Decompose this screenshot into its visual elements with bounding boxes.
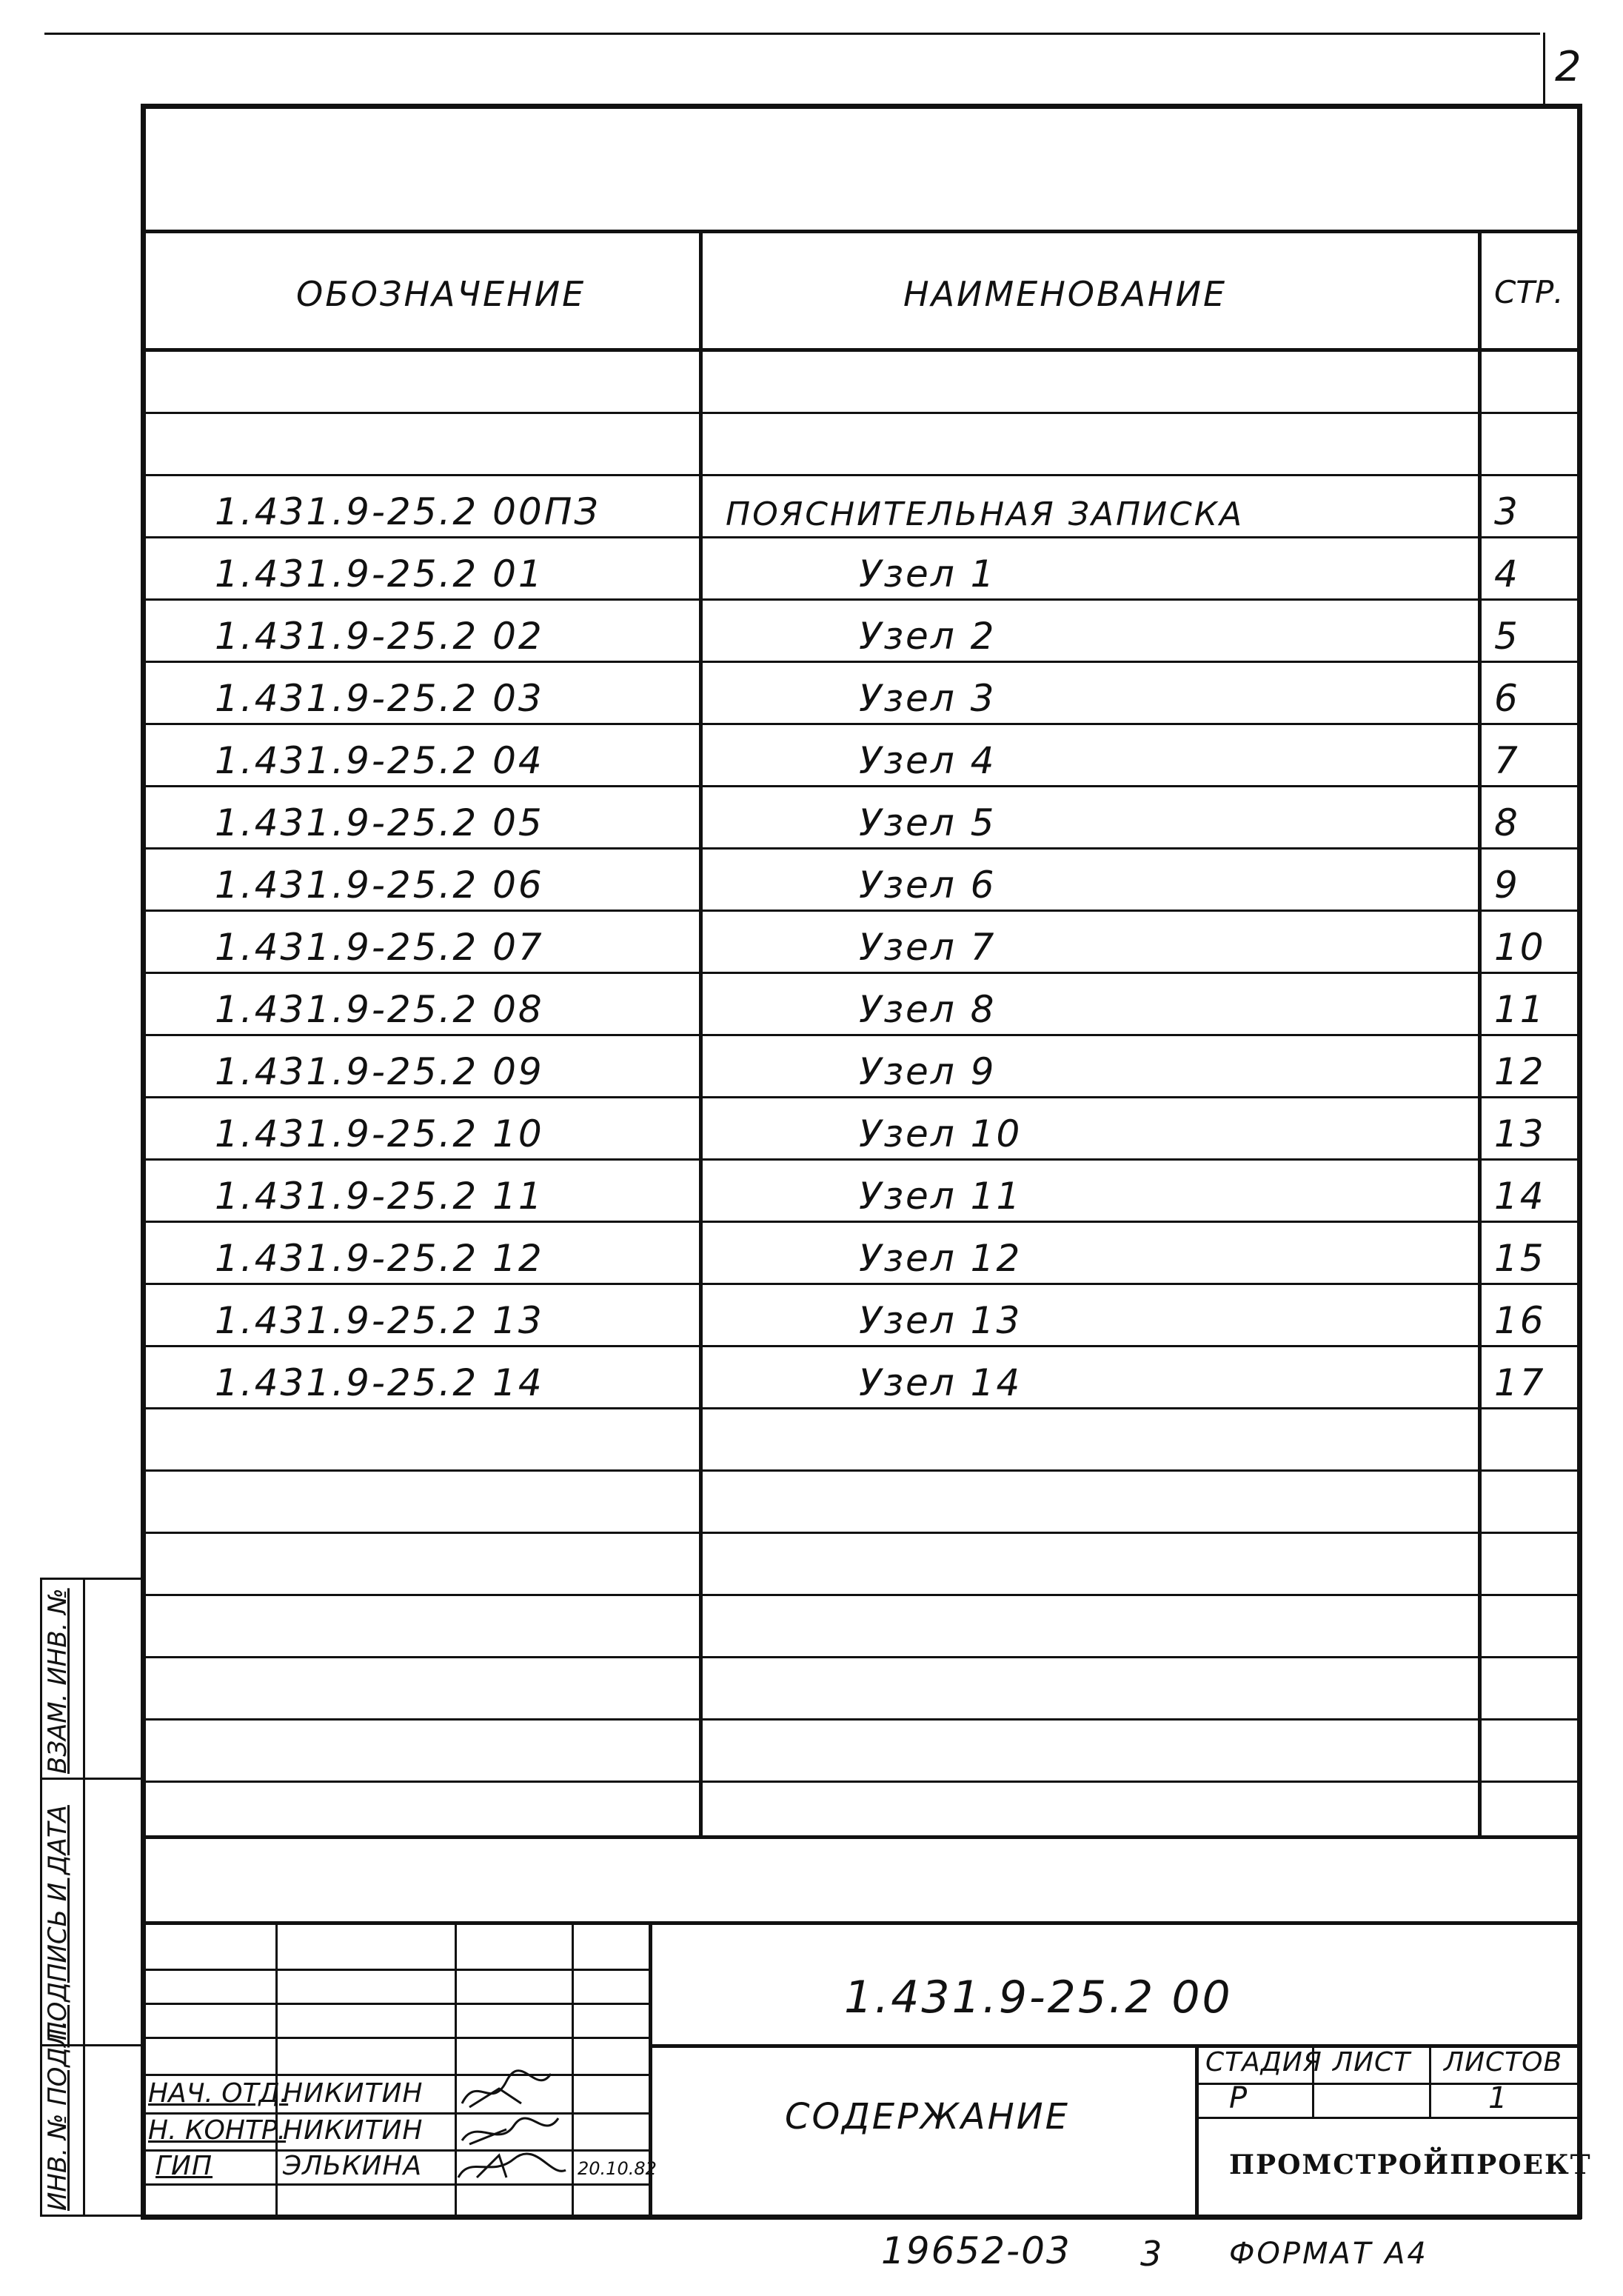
row-designation: 1.431.9-25.2 11 [215,1175,544,1218]
row-page: 9 [1494,864,1520,907]
side-stamp-sep1 [40,1778,144,1780]
row-designation: 1.431.9-25.2 09 [215,1050,544,1093]
archive-number: 19652-03 [881,2229,1071,2272]
row-page: 3 [1494,490,1520,533]
sheets-value: 1 [1488,2081,1510,2115]
row-line [141,910,1582,912]
header-page: СТР. [1494,274,1564,310]
signatory-role: НАЧ. ОТД. [148,2078,289,2109]
row-designation: 1.431.9-25.2 02 [215,615,544,658]
row-line [141,1532,1582,1534]
row-designation: 1.431.9-25.2 06 [215,864,544,907]
side-stamp-podpis: ПОДПИСЬ И ДАТА [43,1805,73,2040]
row-designation: 1.431.9-25.2 00ПЗ [215,490,600,533]
header-name: НАИМЕНОВАНИЕ [903,274,1228,314]
row-page: 8 [1494,801,1520,844]
row-line [141,474,1582,476]
stage-value: Р [1229,2081,1250,2115]
header-designation: ОБОЗНАЧЕНИЕ [296,274,586,314]
sheets-label: ЛИСТОВ [1444,2047,1563,2078]
tb-stage-left [1195,2044,1199,2217]
row-line [141,1345,1582,1347]
tb-row-line [141,1969,650,1971]
side-stamp-left [40,1578,42,2215]
side-stamp-inv: ИНВ. № ПОДЛ. [43,2020,73,2211]
row-page: 7 [1494,739,1520,782]
header-bottom-line [141,348,1582,352]
tb-row-line [141,2074,650,2076]
row-name: Узел 5 [859,801,997,844]
side-stamp-top [40,1578,144,1580]
side-stamp-vzam: ВЗАМ. ИНВ. № [43,1588,73,1774]
organization: ПРОМСТРОЙПРОЕКТ [1229,2149,1592,2180]
frame-left [141,104,146,2219]
row-name: Узел 14 [859,1361,1023,1404]
row-line [141,598,1582,601]
row-page: 6 [1494,677,1520,720]
frame-right [1577,104,1582,2219]
row-name: Узел 12 [859,1237,1023,1280]
row-designation: 1.431.9-25.2 05 [215,801,544,844]
row-page: 13 [1494,1112,1546,1155]
signatory-role: Н. КОНТР. [148,2115,287,2146]
row-line [141,1158,1582,1161]
row-line [141,1469,1582,1472]
row-designation: 1.431.9-25.2 13 [215,1299,544,1342]
row-name: Узел 11 [859,1175,1023,1218]
tb-row-line [141,2183,650,2186]
row-name: Узел 7 [859,926,997,969]
row-name: Узел 13 [859,1299,1023,1342]
row-designation: 1.431.9-25.2 14 [215,1361,544,1404]
format-label: ФОРМАТ А4 [1229,2237,1428,2271]
title-block-top [141,1921,1582,1925]
row-page: 17 [1494,1361,1546,1404]
tb-row-line [141,2037,650,2039]
tb-col-name-left [275,1921,278,2217]
frame-top [141,104,1582,109]
row-line [141,412,1582,414]
tb-stage-line2 [1195,2117,1580,2119]
copy-number: 3 [1140,2234,1165,2274]
stage-label: СТАДИЯ [1205,2047,1322,2078]
row-designation: 1.431.9-25.2 08 [215,988,544,1031]
signatory-date: 20.10.82 [578,2158,657,2179]
document-code: 1.431.9-25.2 00 [844,1972,1233,2023]
sheet-number-box-left [1543,33,1545,107]
tb-code-bottom [649,2044,1580,2048]
row-page: 11 [1494,988,1546,1031]
row-page: 16 [1494,1299,1546,1342]
top-trim-line [44,33,1540,35]
row-name: Узел 3 [859,677,997,720]
row-line [141,972,1582,974]
row-line [141,785,1582,787]
row-name: Узел 10 [859,1112,1023,1155]
row-designation: 1.431.9-25.2 10 [215,1112,544,1155]
row-name: Узел 6 [859,864,997,907]
row-line [141,1656,1582,1658]
header-top-line [141,230,1582,233]
row-line [141,723,1582,725]
row-name: Узел 1 [859,553,997,595]
row-designation: 1.431.9-25.2 04 [215,739,544,782]
row-page: 5 [1494,615,1520,658]
sheet-label: ЛИСТ [1333,2047,1411,2078]
row-designation: 1.431.9-25.2 01 [215,553,544,595]
side-stamp-bottom [40,2215,144,2217]
row-line [141,1221,1582,1223]
signature-scribbles [455,2066,573,2185]
row-designation: 1.431.9-25.2 07 [215,926,544,969]
side-stamp-mid [83,1578,85,2215]
row-designation: 1.431.9-25.2 12 [215,1237,544,1280]
row-line [141,1096,1582,1098]
signatory-name: НИКИТИН [283,2078,424,2109]
row-name: Узел 2 [859,615,997,658]
row-line [141,1034,1582,1036]
row-line [141,661,1582,663]
row-line [141,1594,1582,1596]
row-name: ПОЯСНИТЕЛЬНАЯ ЗАПИСКА [726,495,1245,533]
tb-row-line [141,2112,650,2115]
row-name: Узел 9 [859,1050,997,1093]
row-page: 4 [1494,553,1520,595]
row-page: 12 [1494,1050,1546,1093]
row-line [141,1407,1582,1409]
sheet-number: 2 [1555,43,1584,91]
signatory-role: ГИП [155,2151,213,2181]
tb-stage-line [1195,2083,1580,2085]
row-line [141,1718,1582,1721]
row-line [141,1283,1582,1285]
row-name: Узел 8 [859,988,997,1031]
table-bottom-line [141,1835,1582,1839]
row-name: Узел 4 [859,739,997,782]
tb-sheets-left [1429,2044,1431,2118]
frame-bottom [141,2215,1582,2220]
row-page: 10 [1494,926,1546,969]
row-page: 14 [1494,1175,1546,1218]
row-line [141,847,1582,850]
row-designation: 1.431.9-25.2 03 [215,677,544,720]
document-title: СОДЕРЖАНИЕ [785,2096,1070,2138]
tb-row-line [141,2003,650,2005]
signatory-name: ЭЛЬКИНА [283,2151,423,2181]
row-line [141,1781,1582,1783]
signatory-name: НИКИТИН [283,2115,424,2146]
row-page: 15 [1494,1237,1546,1280]
row-line [141,536,1582,538]
